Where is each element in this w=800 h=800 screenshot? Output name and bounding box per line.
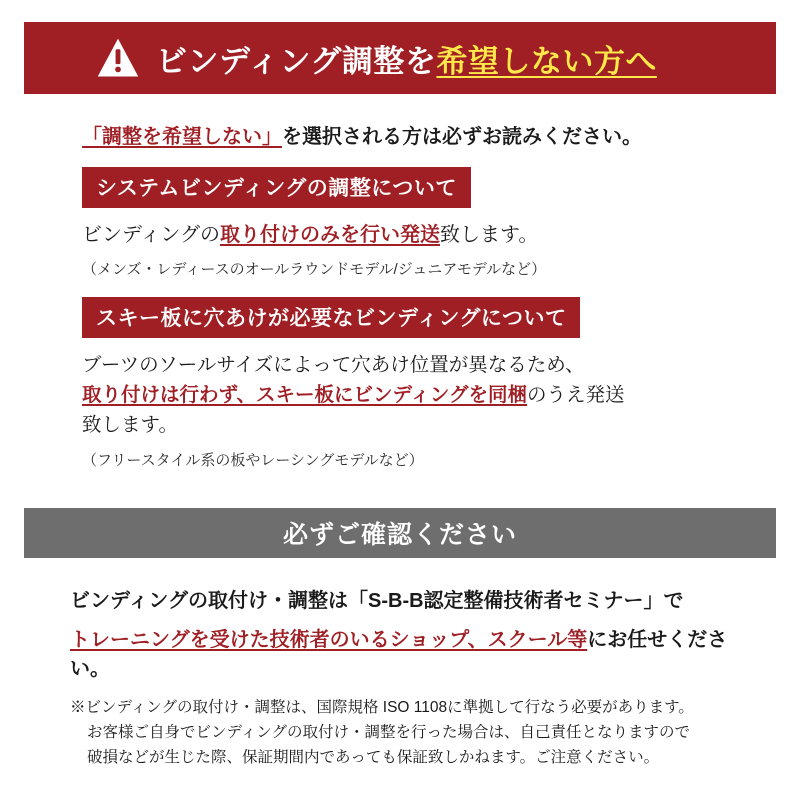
block1-text	[82, 220, 756, 250]
block2-heading: スキー板に穴あけが必要なビンディングについて	[82, 297, 580, 338]
binding-no-adjust-panel	[24, 22, 776, 484]
block1-text-before: ビンディングの	[82, 224, 220, 246]
fine-print-line-1: ※ビンディングの取付け・調整は、国際規格 ISO 1108に準拠して行なう必要があります。	[70, 699, 694, 716]
panel-bottom-body	[24, 558, 776, 770]
confirm-line-1: ビンディングの取付け・調整は「S-B-B認定整備技術者セミナー」で	[70, 590, 684, 612]
fine-print-line-3: 破損などが生じた際、保証期間内であっても保証致しかねます。ご注意ください。	[87, 749, 660, 767]
lead-underlined: 「調整を希望しない」	[82, 126, 282, 148]
block1-heading: システムビンディングの調整について	[82, 167, 471, 208]
red-banner-header	[24, 22, 776, 94]
confirm-line-2-after: にお任せください。	[70, 629, 728, 680]
lead-text	[82, 120, 756, 149]
gray-banner-header	[24, 508, 776, 558]
banner-title-highlight: 希望しない方へ	[436, 43, 657, 79]
block1-text-underline: 取り付けのみを行い発送	[220, 224, 440, 246]
block2-note: （フリースタイル系の板やレーシングモデルなど）	[82, 451, 424, 469]
block2-line2-after: のうえ発送	[527, 384, 625, 407]
block1-note: （メンズ・レディースのオールラウンドモデル/ジュニアモデルなど）	[82, 261, 547, 278]
lead-rest: を選択される方は必ずお読みください。	[282, 126, 642, 148]
block2-line3: 致します。	[82, 414, 178, 437]
block2-text	[82, 350, 756, 441]
gray-banner-title: 必ずご確認ください	[282, 521, 517, 549]
warning-triangle-icon	[96, 36, 140, 80]
banner-title	[156, 36, 657, 81]
panel-top-body	[24, 94, 776, 470]
banner-title-plain: ビンディング調整を	[156, 43, 437, 79]
confirm-line-2	[70, 623, 748, 681]
fine-print	[70, 695, 748, 770]
block2-line1: ブーツのソールサイズによって穴あけ位置が異なるため、	[82, 354, 585, 376]
please-confirm-panel	[24, 508, 776, 776]
block2-line2-underline: 取り付けは行わず、スキー板にビンディングを同梱	[82, 384, 527, 407]
block1-text-after: 致します。	[440, 224, 539, 246]
confirm-line-2-underline: トレーニングを受けた技術者のいるショップ、スクール等	[70, 629, 588, 651]
fine-print-line-2: お客様ご自身でビンディングの取付け・調整を行った場合は、自己責任となりますので	[87, 724, 690, 742]
